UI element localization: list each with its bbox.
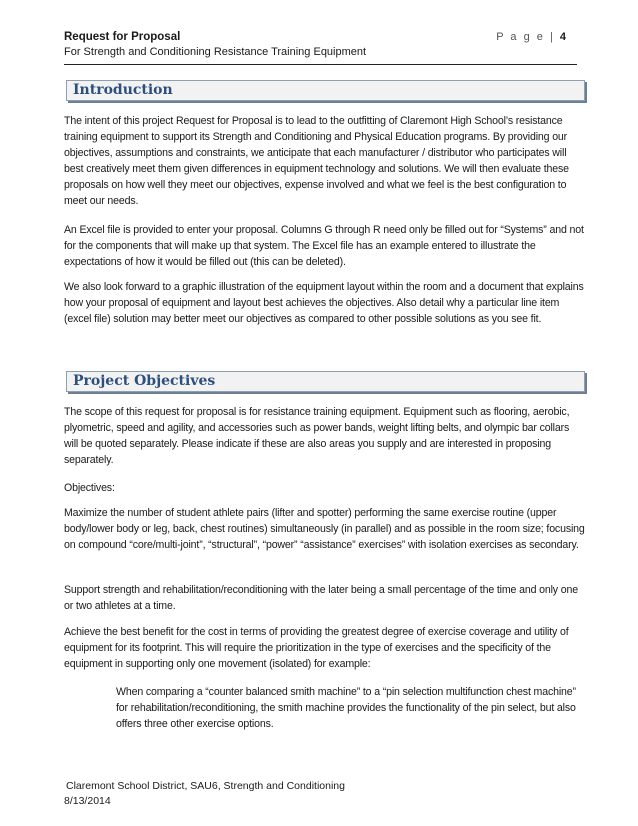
objective-item-1: Maximize the number of student athlete pairs (lifter and spotter) performing the same exercise routine (upper body/lower body or leg, back, chest routines) simultaneously (in parallel) and as possible in the room size; focusing on compound “core/multi-joint”, “structural”, “power” “assistance” exercises” with isolation exercises as secondary.: [64, 507, 585, 551]
header-divider: [64, 64, 577, 65]
objectives-label: Objectives:: [64, 482, 115, 494]
section-title-introduction: Introduction: [73, 82, 173, 98]
intro-paragraph-3: We also look forward to a graphic illustration of the equipment layout within the room and a document that explains how your proposal of equipment and layout best achieves the objectives. Also detail why a particular line item (excel file) solution may better meet our objectives as compared to other possible solutions as you see fit.: [64, 281, 584, 325]
footer-organization: Claremont School District, SAU6, Strength and Conditioning: [66, 780, 345, 792]
section-heading-introduction: [66, 80, 585, 101]
objectives-paragraph-1: The scope of this request for proposal is for resistance training equipment. Equipment such as flooring, aerobic, plyometric, speed and agility, and accessories such as power bands, weight lifting belts, and olympic bar collars will be quoted separately. Please indicate if these are also areas you supply and are interested in proposing separately.: [64, 406, 570, 466]
page-label: P a g e: [496, 31, 545, 43]
objective-example: When comparing a “counter balanced smith machine” to a “pin selection multifunction chest machine” for rehabilitation/reconditioning, the smith machine provides the functionality of the pin select, but also offers three other exercise options.: [116, 686, 576, 730]
header-title: Request for Proposal: [64, 31, 181, 43]
section-heading-objectives: [66, 371, 585, 392]
footer-date: 8/13/2014: [64, 795, 111, 807]
intro-paragraph-2: An Excel file is provided to enter your proposal. Columns G through R need only be filled out for “Systems” and not for the components that will make up that system. The Excel file has an example entered to illustrate the expectations of how it would be filled out (this can be deleted).: [64, 224, 584, 268]
header-subtitle: For Strength and Conditioning Resistance Training Equipment: [64, 46, 367, 58]
intro-paragraph-1: The intent of this project Request for Proposal is to lead to the outfitting of Claremont High School’s resistance training equipment to support its Strength and Conditioning and Physical Education programs. By providing our objectives, assumptions and constraints, we anticipate that each manufacturer / distributor who participates will best creatively meet them given differences in equipment technology and solutions. We will then evaluate these proposals on how well they meet our objectives, expense involved and what we feel is the best configuration to meet our needs.: [64, 115, 569, 207]
page-number: 4: [559, 31, 566, 43]
section-title-objectives: Project Objectives: [73, 373, 216, 389]
page-number-label: [496, 31, 566, 43]
page-separator: |: [549, 31, 555, 43]
objective-item-2: Support strength and rehabilitation/reconditioning with the later being a small percentage of the time and only one or two athletes at a time.: [64, 584, 578, 612]
objective-item-3: Achieve the best benefit for the cost in terms of providing the greatest degree of exercise coverage and utility of equipment for its footprint. This will require the prioritization in the type of exercises and the specificity of the equipment in supporting only one movement (isolated) for example:: [64, 626, 569, 670]
